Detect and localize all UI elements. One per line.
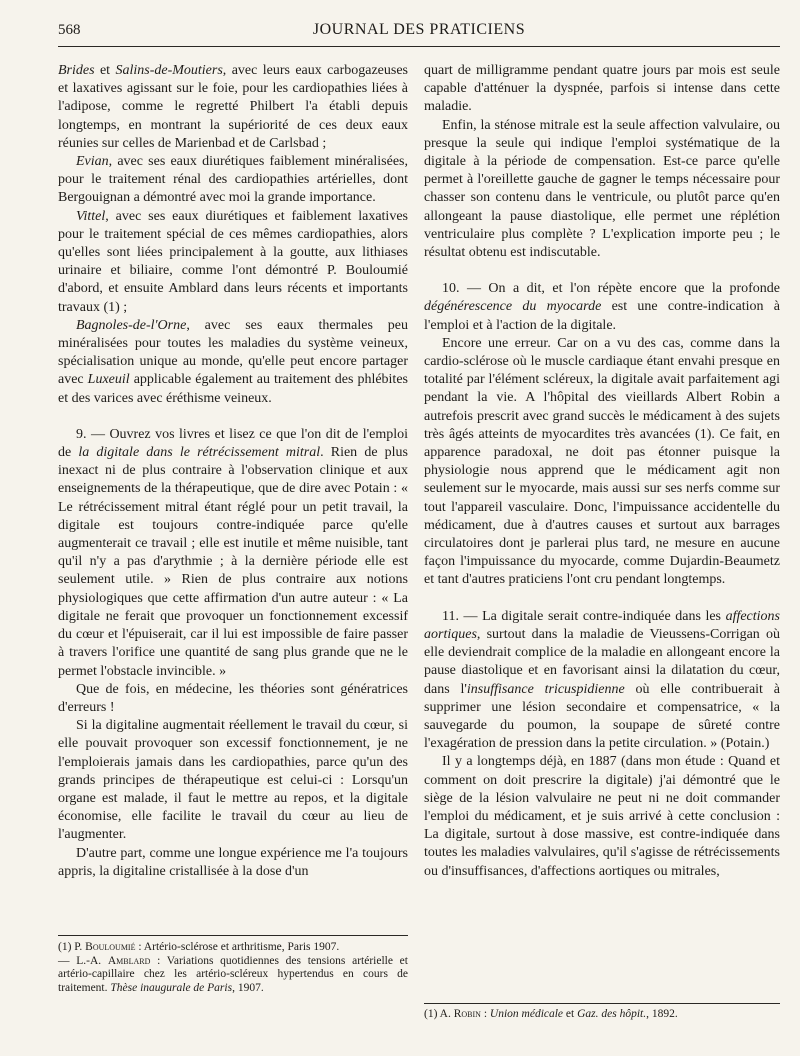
paragraph-stenose: Enfin, la sténose mitrale est la seule affection valvulaire, ou presque la seule qui indique l'emploi systématique de la digitale à la période de compensation. Est-ce parce qu'elle permet à l'oreillette gauche de gagner le temps nécessaire pour chasser son contenu dans le ventricule, ou plutôt parce qu'en allongeant la pause diastolique, elle permet une réplétion ventriculaire plus complète ? L'explication importe peu ; le résultat obtenu est indiscutable. [424,117,780,261]
section-9: 9. — Ouvrez vos livres et lisez ce que l'on dit de l'emploi de la digitale dans le rétrécissement mitral. Rien de plus inexact ni de plus contraire à l'observation clinique et aux enseignements de la thérapeutique, que de dire avec Potain : « Le rétrécissement mitral étant réglé pour un petit travail, la digitale est toujours contre-indiquée parce qu'elle augmenterait ce travail ; elle est inutile et même nuisible, tant qu'il n'y a pas d'arythmie ; à la dernière période elle est seulement utile. » Rien de plus contraire aux notions physiologiques que cette affirmation d'un autre auteur : « La digitale ne ferait que provoquer un fonctionnement excessif du cœur et l'épuiserait, car il lui est impossible de faire passer à travers l'orifice une quantité de sang plus grande que ne le permet l'obstacle invincible. » [58,426,408,679]
section-11: 11. — La digitale serait contre-indiquée dans les affections aortiques, surtout dans la maladie de Vieussens-Corrigan où elle deviendrait complice de la maladie en allongeant encore la pause diastolique et en favorisant ainsi la dilatation du cœur, dans l'insuffisance tricuspidienne où elle contribuerait à supprimer une lésion secondaire et compensatrice, « la sauvegarde du poumon, la soupape de sûreté contre l'exagération de pression dans la petite circulation. » (Potain.) [424,608,780,752]
footnote-rule-left [58,935,408,936]
footnote-bouloumie: (1) P. Bouloumié : Artério-sclérose et arthritisme, Paris 1907. [58,941,340,953]
journal-title: JOURNAL DES PRATICIENS [312,21,526,38]
paragraph-experience: D'autre part, comme une longue expérience me l'a toujours appris, la digitaline cristallisée à la dose d'un [58,845,408,879]
footnote-left [58,941,408,995]
running-header [58,18,780,44]
paragraph-continued: quart de milligramme pendant quatre jours par mois est seule capable d'atténuer la dyspnée, parfois si intense dans cette maladie. [424,63,780,115]
footnote-robin: (1) A. Robin : Union médicale et Gaz. des hôpit., 1892. [424,1008,678,1020]
right-column [424,62,780,881]
left-column [58,62,408,881]
paragraph-digitaline: Si la digitaline augmentait réellement le travail du cœur, si elle pouvait provoquer son excessif fonctionnement, je ne l'emploierais jamais dans les cardiopathies, parce qu'un des grands principes de thérapeutique est celui-ci : Lorsqu'un organe est malade, il faut le mettre au repos, et la digitale économise, elle facilite le travail du cœur au lieu de l'augmenter. [58,718,408,843]
paragraph-1887: Il y a longtemps déjà, en 1887 (dans mon étude : Quand et comment on doit prescrire la digitale) j'ai démontré que le siège de la lésion valvulaire ne peut ni ne doit commander l'emploi du médicament, et je suis arrivé à cette conclusion : La digitale, surtout à dose massive, est contre-indiquée dans toutes les maladies valvulaires, qu'il s'agisse de rétrécissements ou d'insuffisances, d'affections aortiques ou mitrales, [424,754,780,879]
paragraph-theories: Que de fois, en médecine, les théories sont génératrices d'erreurs ! [58,681,408,715]
footnote-right [424,1008,780,1022]
paragraph-erreur: Encore une erreur. Car on a vu des cas, comme dans la cardio-sclérose où le muscle cardiaque étant envahi presque en totalité par l'élément scléreux, la digitale avait parfaitement agi pendant la vie. A l'hôpital des vieillards Albert Robin a autrefois prescrit avec grand succès le médicament à des sujets très âgés atteints de myocardites très avancées (1). Ce fait, en apparence paradoxal, ne doit pas étonner puisque la physiologie nous apprend que le médicament agit non seulement sur le myocarde, mais aussi sur ses nerfs comme sur tout l'appareil vasculaire. Donc, l'impuissance accidentelle du médicament, due à d'autres causes et surtout aux barrages circulatoires dont je parlerai plus tard, ne mesure en aucune façon l'impuissance du myocarde, comme Dujardin-Beaumetz et tant d'autres praticiens l'ont cru pendant longtemps. [424,335,780,588]
footnote-amblard: — L.-A. Amblard : Variations quotidiennes des tensions artérielle et artério-capillaire chez les artério-scléreux hypertendus en cours de traitement. Thèse inaugurale de Paris, 1907. [58,954,408,994]
paragraph-vittel: Vittel, avec ses eaux diurétiques et faiblement laxatives pour le traitement spécial de ces mêmes cardiopathies, alors qu'elles sont liées principalement à la goutte, aux lithiases urinaire et biliaire, comme l'ont démontré P. Bouloumié d'abord, et ensuite Amblard dans leurs récents et importants travaux (1) ; [58,208,408,315]
paragraph-evian: Evian, avec ses eaux diurétiques faiblement minéralisées, pour le traitement rénal des cardiopathies artérielles, dont Bergouignan a démontré avec moi la grande importance. [58,154,408,206]
page-number: 568 [58,22,81,38]
section-10: 10. — On a dit, et l'on répète encore que la profonde dégénérescence du myocarde est une contre-indication à l'emploi et à l'action de la digitale. [424,281,780,333]
paragraph-brides: Brides et Salins-de-Moutiers, avec leurs eaux carbogazeuses et laxatives agissant sur le foie, pour les cardiopathies liées à l'adipose, comme le regretté Philbert l'a établi depuis longtemps, en montrant la supériorité de ces deux eaux réunies sur celles de Marienbad et de Carlsbad ; [58,63,409,151]
footnote-rule-right [424,1003,780,1004]
paragraph-bagnoles: Bagnoles-de-l'Orne, avec ses eaux thermales peu minéralisées pour toutes les maladies du système veineux, spécialisation unique au monde, qu'elle peut encore partager avec Luxeuil applicable également au traitement des phlébites et des varices avec éréthisme veineux. [58,317,408,406]
header-rule [58,46,780,47]
